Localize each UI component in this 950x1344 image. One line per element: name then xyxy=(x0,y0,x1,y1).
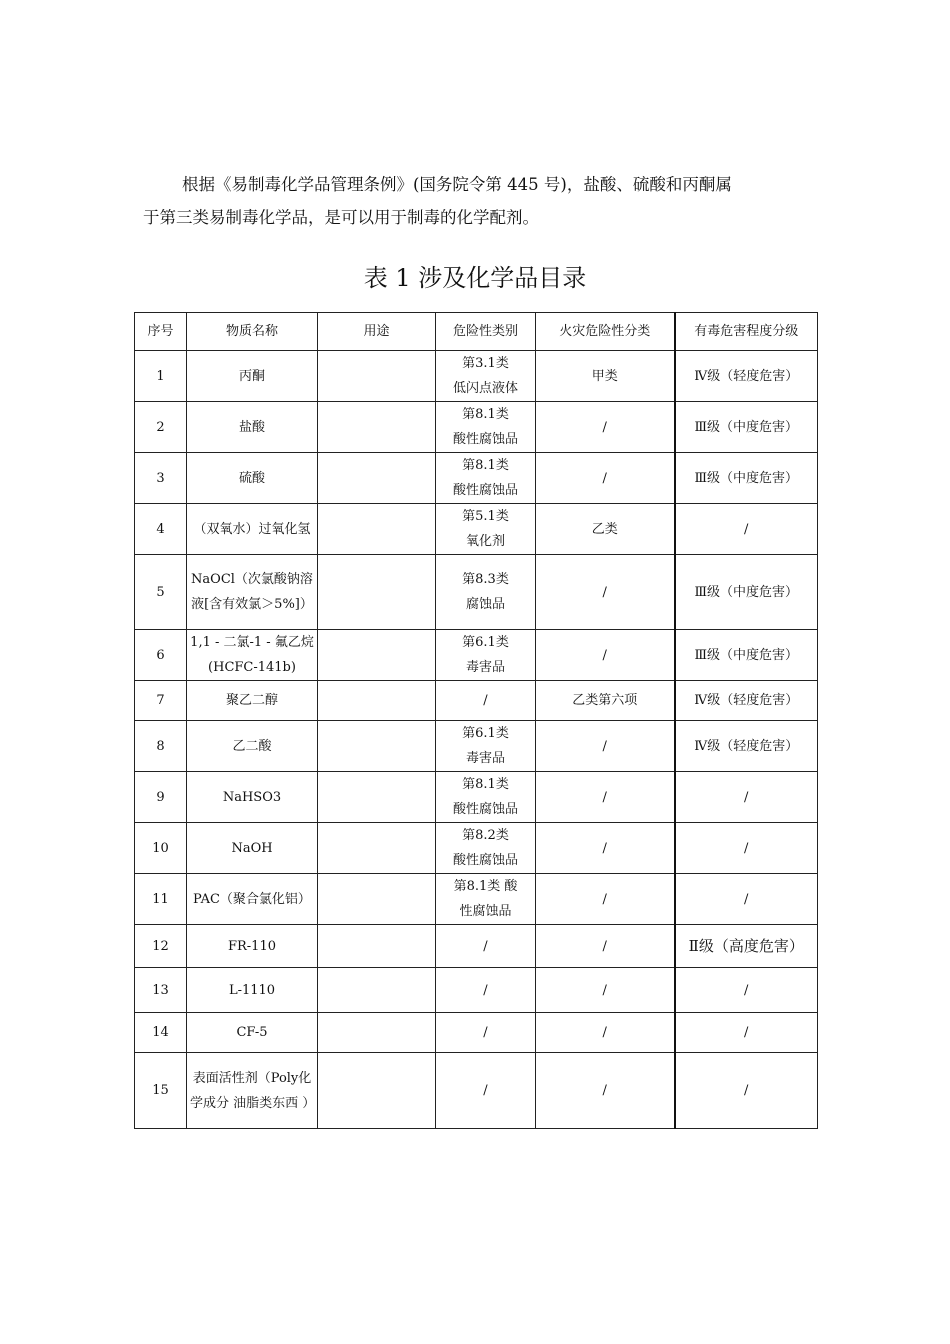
hazard-line: / xyxy=(483,1025,488,1040)
cell-fire: / xyxy=(536,630,675,681)
cell-fire: / xyxy=(536,1053,675,1129)
cell-no: 7 xyxy=(135,681,187,721)
table-row xyxy=(135,874,818,925)
table-row xyxy=(135,555,818,630)
header-name: 物质名称 xyxy=(187,313,318,351)
header-no: 序号 xyxy=(135,313,187,351)
table-row xyxy=(135,351,818,402)
cell-name: 聚乙二醇 xyxy=(187,681,318,721)
header-hazard: 危险性类别 xyxy=(436,313,536,351)
table-row xyxy=(135,823,818,874)
hazard-line: 酸性腐蚀品 xyxy=(452,853,518,868)
cell-hazard xyxy=(436,555,536,630)
hazard-line: 毒害品 xyxy=(465,751,505,766)
table-body xyxy=(135,351,818,1129)
table-row xyxy=(135,721,818,772)
cell-name: 乙二酸 xyxy=(187,721,318,772)
intro-line-1: 根据《易制毒化学品管理条例》(国务院令第 445 号)，盐酸、硫酸和丙酮属 xyxy=(182,175,732,194)
header-use: 用途 xyxy=(318,313,436,351)
cell-hazard xyxy=(436,402,536,453)
header-fire: 火灾危险性分类 xyxy=(536,313,675,351)
cell-hazard xyxy=(436,1013,536,1053)
hazard-line: 第3.1类 xyxy=(462,356,509,371)
cell-toxicity: Ⅳ级（轻度危害） xyxy=(675,351,818,402)
cell-hazard xyxy=(436,1053,536,1129)
cell-use xyxy=(318,402,436,453)
cell-no: 12 xyxy=(135,925,187,968)
cell-toxicity: / xyxy=(675,504,818,555)
hazard-line: / xyxy=(483,982,488,998)
cell-toxicity: Ⅳ级（轻度危害） xyxy=(675,721,818,772)
cell-no: 14 xyxy=(135,1013,187,1053)
table-title: 表 1 涉及化学品目录 xyxy=(363,264,587,292)
chemical-table xyxy=(134,312,818,1129)
cell-no: 3 xyxy=(135,453,187,504)
hazard-line: 第8.3类 xyxy=(462,572,509,587)
cell-no: 9 xyxy=(135,772,187,823)
cell-fire: / xyxy=(536,402,675,453)
cell-no: 10 xyxy=(135,823,187,874)
cell-fire: 乙类 xyxy=(536,504,675,555)
cell-hazard xyxy=(436,453,536,504)
cell-use xyxy=(318,630,436,681)
hazard-line: / xyxy=(483,938,488,954)
cell-name: 硫酸 xyxy=(187,453,318,504)
cell-name: NaOCl（次氯酸钠溶液[含有效氯＞5%]） xyxy=(187,555,318,630)
cell-use xyxy=(318,772,436,823)
table-header-row xyxy=(135,313,818,351)
cell-fire: / xyxy=(536,968,675,1013)
cell-hazard xyxy=(436,968,536,1013)
cell-hazard xyxy=(436,681,536,721)
cell-toxicity: Ⅲ级（中度危害） xyxy=(675,630,818,681)
hazard-line: 第6.1类 xyxy=(462,726,509,741)
hazard-line: / xyxy=(483,693,488,708)
cell-hazard xyxy=(436,630,536,681)
table-row xyxy=(135,1013,818,1053)
cell-fire: / xyxy=(536,925,675,968)
cell-hazard xyxy=(436,925,536,968)
cell-toxicity: Ⅲ级（中度危害） xyxy=(675,402,818,453)
cell-fire: / xyxy=(536,772,675,823)
cell-fire: 甲类 xyxy=(536,351,675,402)
cell-use xyxy=(318,925,436,968)
cell-name: NaHSO3 xyxy=(187,772,318,823)
hazard-line: 第8.1类 酸 xyxy=(453,879,518,894)
cell-fire: / xyxy=(536,721,675,772)
cell-use xyxy=(318,823,436,874)
cell-fire: / xyxy=(536,874,675,925)
cell-name: 1,1 - 二氯-1 - 氟乙烷(HCFC-141b) xyxy=(187,630,318,681)
cell-no: 2 xyxy=(135,402,187,453)
cell-no: 11 xyxy=(135,874,187,925)
hazard-line: 毒害品 xyxy=(465,660,505,675)
cell-hazard xyxy=(436,772,536,823)
cell-hazard xyxy=(436,504,536,555)
cell-toxicity: Ⅱ级（高度危害） xyxy=(675,925,818,968)
cell-use xyxy=(318,504,436,555)
cell-fire: / xyxy=(536,555,675,630)
cell-hazard xyxy=(436,823,536,874)
cell-fire: / xyxy=(536,453,675,504)
cell-use xyxy=(318,453,436,504)
intro-paragraph xyxy=(143,168,811,234)
cell-name: CF-5 xyxy=(187,1013,318,1053)
cell-toxicity: / xyxy=(675,874,818,925)
table-row xyxy=(135,453,818,504)
hazard-line: 第5.1类 xyxy=(462,509,509,524)
hazard-line: 第8.2类 xyxy=(462,828,509,843)
table-row xyxy=(135,925,818,968)
cell-no: 1 xyxy=(135,351,187,402)
cell-use xyxy=(318,555,436,630)
table-row xyxy=(135,630,818,681)
cell-use xyxy=(318,351,436,402)
cell-toxicity: / xyxy=(675,968,818,1013)
cell-hazard xyxy=(436,874,536,925)
cell-use xyxy=(318,968,436,1013)
hazard-line: 第8.1类 xyxy=(462,407,509,422)
cell-toxicity: Ⅲ级（中度危害） xyxy=(675,555,818,630)
cell-no: 15 xyxy=(135,1053,187,1129)
cell-name: 表面活性剂（Poly化学成分 油脂类东西 ） xyxy=(187,1053,318,1129)
hazard-line: 第6.1类 xyxy=(462,635,509,650)
cell-no: 8 xyxy=(135,721,187,772)
hazard-line: 酸性腐蚀品 xyxy=(452,432,518,447)
cell-name: PAC（聚合氯化铝） xyxy=(187,874,318,925)
cell-fire: / xyxy=(536,823,675,874)
cell-use xyxy=(318,1013,436,1053)
cell-use xyxy=(318,681,436,721)
cell-toxicity: / xyxy=(675,823,818,874)
hazard-line: 氧化剂 xyxy=(465,534,505,549)
cell-fire: 乙类第六项 xyxy=(536,681,675,721)
cell-name: NaOH xyxy=(187,823,318,874)
hazard-line: 腐蚀品 xyxy=(465,597,505,612)
hazard-line: / xyxy=(483,1083,488,1098)
header-toxicity: 有毒危害程度分级 xyxy=(675,313,818,351)
table-row xyxy=(135,1053,818,1129)
hazard-line: 性腐蚀品 xyxy=(459,904,512,919)
cell-name: FR-110 xyxy=(187,925,318,968)
cell-hazard xyxy=(436,351,536,402)
table-row xyxy=(135,772,818,823)
intro-line-2: 于第三类易制毒化学品，是可以用于制毒的化学配剂。 xyxy=(143,208,539,227)
cell-no: 6 xyxy=(135,630,187,681)
hazard-line: 第8.1类 xyxy=(462,458,509,473)
cell-no: 5 xyxy=(135,555,187,630)
cell-use xyxy=(318,874,436,925)
cell-name: （双氧水）过氧化氢 xyxy=(187,504,318,555)
cell-name: 丙酮 xyxy=(187,351,318,402)
hazard-line: 低闪点液体 xyxy=(452,381,518,396)
cell-no: 4 xyxy=(135,504,187,555)
cell-no: 13 xyxy=(135,968,187,1013)
cell-toxicity: / xyxy=(675,772,818,823)
cell-fire: / xyxy=(536,1013,675,1053)
table-row xyxy=(135,402,818,453)
cell-name: L-1110 xyxy=(187,968,318,1013)
hazard-line: 第8.1类 xyxy=(462,777,509,792)
cell-use xyxy=(318,721,436,772)
cell-toxicity: Ⅲ级（中度危害） xyxy=(675,453,818,504)
table-row xyxy=(135,681,818,721)
cell-toxicity: Ⅳ级（轻度危害） xyxy=(675,681,818,721)
hazard-line: 酸性腐蚀品 xyxy=(452,483,518,498)
table-row xyxy=(135,504,818,555)
cell-toxicity: / xyxy=(675,1013,818,1053)
cell-toxicity: / xyxy=(675,1053,818,1129)
cell-use xyxy=(318,1053,436,1129)
cell-hazard xyxy=(436,721,536,772)
table-row xyxy=(135,968,818,1013)
cell-name: 盐酸 xyxy=(187,402,318,453)
hazard-line: 酸性腐蚀品 xyxy=(452,802,518,817)
